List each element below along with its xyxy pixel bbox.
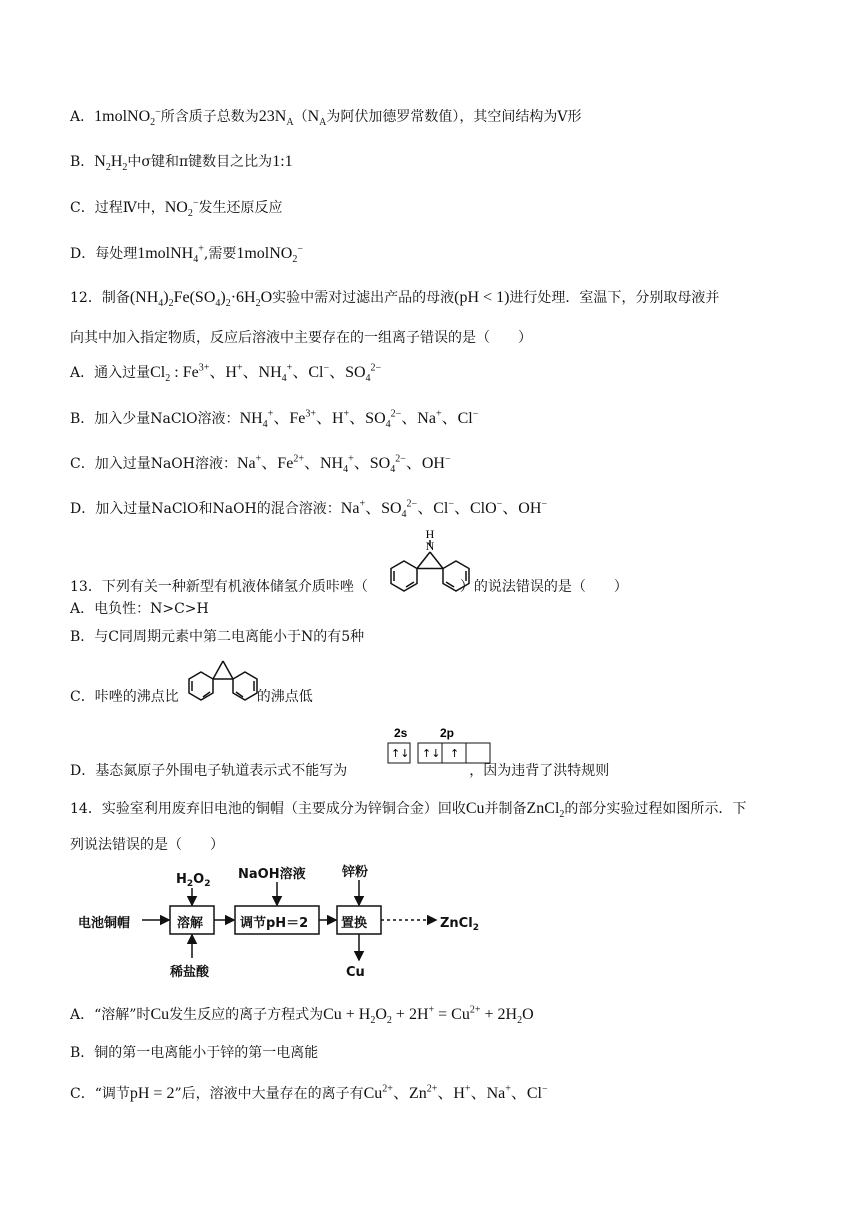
q12-stem-line2: 向其中加入指定物质，反应后溶液中主要存在的一组离子错误的是（ ） (70, 330, 532, 346)
q14-stem-line2: 列说法错误的是（ ） (70, 837, 224, 853)
q11-option-a: A．1molNO$_2$−所含质子总数为$23N_A(N_A$为阿伏加德罗常数值），其空间结构为V形 (70, 106, 582, 129)
flow-adjust-label: 调节pH＝2 (240, 916, 309, 931)
svg-text:↑↓: ↑↓ (391, 747, 410, 760)
flow-naoh-label: NaOH溶液 (238, 867, 306, 882)
flow-replace-label: 置换 (341, 916, 368, 931)
orbital-diagram (382, 722, 494, 778)
carbazole-structure (384, 528, 476, 594)
q12-option-a: A．通入过量$Cl_2$ : $Fe^{3+}$、H+、$NH_4^+$、Cl−、$SO_4^{2-}$ (70, 362, 382, 385)
q11-option-b: B．$N_2H_2$中σ键和π键数目之比为1:1 (70, 153, 293, 174)
orbital-2s-label: 2s (394, 726, 408, 740)
carbazole-h-label: H (425, 528, 435, 541)
fluorene-structure (184, 653, 262, 705)
q13-option-d: D．基态氮原子外围电子轨道表示式不能写为 ，因为违背了洪特规则 (70, 763, 610, 779)
q11-option-c: C．过程Ⅳ中，$NO_2^-$发生还原反应 (70, 197, 283, 220)
q13-stem: 13．下列有关一种新型有机液体储氢介质咔唑（ ）的说法错误的是（ ） (70, 579, 628, 595)
q12-option-c: C．加入过量NaOH溶液：Na+、$Fe^{2+}$、$NH_4^+$、$SO_4^{2-}$、OH− (70, 453, 451, 476)
flow-input-label: 电池铜帽 (78, 916, 131, 931)
carbazole-n-label: N (425, 539, 435, 553)
q13-option-c: C．咔唑的沸点比 的沸点低 (70, 689, 313, 705)
svg-text:↑↓: ↑↓ (422, 747, 441, 760)
flow-acid-label: 稀盐酸 (170, 965, 210, 980)
flow-zinc-label: 锌粉 (342, 865, 369, 880)
orbital-2p-label: 2p (440, 726, 455, 740)
q14-stem-line1: 14．实验室利用废弃旧电池的铜帽（主要成分为锌铜合金）回收Cu并制备ZnCl$_2$的部分实验过程如图所示．下 (70, 800, 747, 821)
q14-option-c: C．“调节pH = 2”后，溶液中大量存在的离子有$Cu^{2+}$、$Zn^{2+}$、H+、Na+、Cl− (70, 1083, 548, 1102)
q14-option-b: B．铜的第一电离能小于锌的第一电离能 (70, 1045, 319, 1061)
q11-option-d: D．每处理1molNH$_4$+,需要1molNO$_2$− (70, 243, 303, 266)
flowchart (70, 858, 550, 980)
flow-h2o2-label: $H_2O_2$ (176, 872, 211, 889)
flow-dissolve-label: 溶解 (177, 916, 204, 931)
q12-stem-line1: 12．制备$(NH_4)_2Fe(SO_4)_2\cdot 6H_2O$实验中需对过滤出产品的母液(pH < 1)进行处理．室温下，分别取母液并 (70, 289, 720, 310)
flow-cu-label: Cu (346, 965, 365, 980)
q12-option-b: B．加入少量NaClO溶液：$NH_4^+$、$Fe^{3+}$、H+、$SO_4^{2-}$、Na+、Cl− (70, 408, 479, 431)
q12-option-d: D．加入过量NaClO和NaOH的混合溶液：Na+、$SO_4^{2-}$、Cl−、ClO−、OH− (70, 498, 548, 521)
q13-option-a: A．电负性：N>C>H (70, 601, 209, 617)
svg-text:↑: ↑ (450, 747, 460, 760)
q14-option-a: A．“溶解”时Cu发生反应的离子方程式为$Cu + H_2O_2 + 2H^+ = Cu^{2+} + 2H_2O$ (70, 1004, 534, 1027)
q13-option-b: B．与C同周期元素中第二电离能小于N的有5种 (70, 629, 365, 645)
flow-product-label: ZnCl$_2$ (440, 916, 479, 933)
